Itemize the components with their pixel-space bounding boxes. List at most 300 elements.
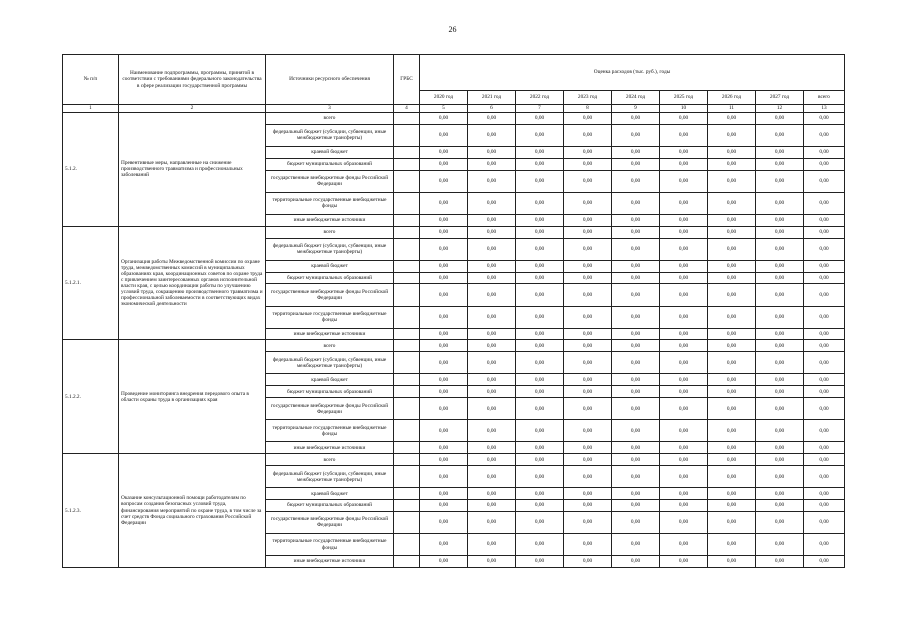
grbs-cell	[394, 146, 420, 158]
value-cell: 0,00	[420, 226, 468, 238]
col-number: 13	[804, 105, 845, 113]
grbs-cell	[394, 398, 420, 420]
value-cell: 0,00	[564, 374, 612, 386]
value-cell: 0,00	[516, 454, 564, 466]
source-label: краевой бюджет	[266, 374, 394, 386]
value-cell: 0,00	[756, 226, 804, 238]
grbs-cell	[394, 284, 420, 306]
value-cell: 0,00	[468, 113, 516, 125]
value-cell: 0,00	[468, 192, 516, 214]
source-label: иные внебюджетные источники	[266, 328, 394, 340]
value-cell: 0,00	[612, 146, 660, 158]
grbs-cell	[394, 466, 420, 488]
value-cell: 0,00	[804, 533, 845, 555]
value-cell: 0,00	[468, 466, 516, 488]
grbs-cell	[394, 272, 420, 284]
value-cell: 0,00	[660, 272, 708, 284]
value-cell: 0,00	[756, 533, 804, 555]
value-cell: 0,00	[804, 306, 845, 328]
source-label: бюджет муниципальных образований	[266, 272, 394, 284]
value-cell: 0,00	[660, 420, 708, 442]
value-cell: 0,00	[516, 533, 564, 555]
col-number: 4	[394, 105, 420, 113]
value-cell: 0,00	[420, 146, 468, 158]
value-cell: 0,00	[708, 398, 756, 420]
value-cell: 0,00	[756, 466, 804, 488]
value-cell: 0,00	[564, 466, 612, 488]
grbs-cell	[394, 488, 420, 500]
grbs-cell	[394, 352, 420, 374]
value-cell: 0,00	[564, 328, 612, 340]
value-cell: 0,00	[804, 158, 845, 170]
grbs-cell	[394, 533, 420, 555]
header-year: 2023 год	[564, 91, 612, 105]
grbs-cell	[394, 420, 420, 442]
table-row	[63, 226, 845, 238]
value-cell: 0,00	[612, 284, 660, 306]
table-row	[63, 113, 845, 125]
value-cell: 0,00	[756, 192, 804, 214]
value-cell: 0,00	[708, 556, 756, 568]
value-cell: 0,00	[708, 146, 756, 158]
source-label: территориальные государственные внебюджетные фонды	[266, 420, 394, 442]
source-label: всего	[266, 226, 394, 238]
value-cell: 0,00	[660, 226, 708, 238]
grbs-cell	[394, 500, 420, 512]
value-cell: 0,00	[564, 306, 612, 328]
value-cell: 0,00	[804, 272, 845, 284]
value-cell: 0,00	[516, 398, 564, 420]
value-cell: 0,00	[660, 260, 708, 272]
value-cell: 0,00	[612, 386, 660, 398]
value-cell: 0,00	[468, 272, 516, 284]
value-cell: 0,00	[756, 284, 804, 306]
header-year: 2024 год	[612, 91, 660, 105]
col-number: 11	[708, 105, 756, 113]
value-cell: 0,00	[660, 488, 708, 500]
source-label: краевой бюджет	[266, 260, 394, 272]
value-cell: 0,00	[708, 352, 756, 374]
value-cell: 0,00	[708, 214, 756, 226]
col-number: 5	[420, 105, 468, 113]
value-cell: 0,00	[612, 420, 660, 442]
value-cell: 0,00	[468, 488, 516, 500]
col-number: 8	[564, 105, 612, 113]
value-cell: 0,00	[612, 488, 660, 500]
value-cell: 0,00	[708, 511, 756, 533]
value-cell: 0,00	[708, 500, 756, 512]
value-cell: 0,00	[468, 226, 516, 238]
value-cell: 0,00	[756, 260, 804, 272]
value-cell: 0,00	[516, 386, 564, 398]
value-cell: 0,00	[708, 192, 756, 214]
value-cell: 0,00	[420, 340, 468, 352]
value-cell: 0,00	[708, 442, 756, 454]
source-label: федеральный бюджет (субсидии, субвенции, иные межбюджетные трансферты)	[266, 238, 394, 260]
grbs-cell	[394, 454, 420, 466]
value-cell: 0,00	[516, 306, 564, 328]
value-cell: 0,00	[660, 238, 708, 260]
value-cell: 0,00	[804, 113, 845, 125]
value-cell: 0,00	[420, 374, 468, 386]
value-cell: 0,00	[756, 124, 804, 146]
value-cell: 0,00	[612, 328, 660, 340]
value-cell: 0,00	[804, 488, 845, 500]
value-cell: 0,00	[660, 146, 708, 158]
value-cell: 0,00	[612, 238, 660, 260]
value-cell: 0,00	[756, 272, 804, 284]
value-cell: 0,00	[708, 420, 756, 442]
source-label: всего	[266, 113, 394, 125]
header-name: Наименование подпрограммы, программы, принятой в соответствии с требованиями федерального законодательства в сфере реализации государственной программы	[119, 55, 266, 105]
value-cell: 0,00	[660, 466, 708, 488]
value-cell: 0,00	[420, 192, 468, 214]
value-cell: 0,00	[612, 260, 660, 272]
header-year: 2027 год	[756, 91, 804, 105]
source-label: территориальные государственные внебюджетные фонды	[266, 192, 394, 214]
value-cell: 0,00	[564, 500, 612, 512]
value-cell: 0,00	[804, 238, 845, 260]
value-cell: 0,00	[756, 442, 804, 454]
value-cell: 0,00	[468, 328, 516, 340]
header-estimate: Оценка расходов (тыс. руб.), годы	[420, 55, 845, 91]
value-cell: 0,00	[468, 442, 516, 454]
grbs-cell	[394, 386, 420, 398]
value-cell: 0,00	[516, 238, 564, 260]
value-cell: 0,00	[420, 533, 468, 555]
row-name: Проведение мониторинга внедрения передового опыта в области охраны труда в организациях края	[119, 340, 266, 454]
value-cell: 0,00	[612, 170, 660, 192]
value-cell: 0,00	[516, 158, 564, 170]
value-cell: 0,00	[612, 511, 660, 533]
grbs-cell	[394, 214, 420, 226]
value-cell: 0,00	[516, 500, 564, 512]
value-cell: 0,00	[564, 146, 612, 158]
value-cell: 0,00	[660, 533, 708, 555]
value-cell: 0,00	[660, 454, 708, 466]
value-cell: 0,00	[708, 328, 756, 340]
grbs-cell	[394, 113, 420, 125]
value-cell: 0,00	[564, 158, 612, 170]
value-cell: 0,00	[756, 374, 804, 386]
col-number: 7	[516, 105, 564, 113]
row-code: 5.1.2.	[63, 113, 119, 227]
value-cell: 0,00	[468, 238, 516, 260]
source-label: всего	[266, 454, 394, 466]
value-cell: 0,00	[516, 113, 564, 125]
source-label: бюджет муниципальных образований	[266, 158, 394, 170]
value-cell: 0,00	[660, 284, 708, 306]
value-cell: 0,00	[756, 420, 804, 442]
value-cell: 0,00	[612, 113, 660, 125]
value-cell: 0,00	[420, 306, 468, 328]
value-cell: 0,00	[468, 124, 516, 146]
value-cell: 0,00	[516, 146, 564, 158]
value-cell: 0,00	[660, 352, 708, 374]
value-cell: 0,00	[804, 284, 845, 306]
grbs-cell	[394, 226, 420, 238]
value-cell: 0,00	[756, 328, 804, 340]
value-cell: 0,00	[612, 454, 660, 466]
value-cell: 0,00	[516, 124, 564, 146]
source-label: иные внебюджетные источники	[266, 214, 394, 226]
value-cell: 0,00	[420, 556, 468, 568]
value-cell: 0,00	[708, 158, 756, 170]
col-number: 6	[468, 105, 516, 113]
source-label: федеральный бюджет (субсидии, субвенции, иные межбюджетные трансферты)	[266, 466, 394, 488]
value-cell: 0,00	[708, 284, 756, 306]
value-cell: 0,00	[612, 556, 660, 568]
value-cell: 0,00	[564, 226, 612, 238]
value-cell: 0,00	[516, 488, 564, 500]
value-cell: 0,00	[564, 454, 612, 466]
value-cell: 0,00	[804, 226, 845, 238]
row-name: Организация работы Межведомственной комиссии по охране труда, межведомственных комиссий в муниципальных образованиях края, координационных советов по охране труда с привлечением заинтересованных органов исполнительной власти края, с целью координации работы по улучшению условий труда, сокращению производственного травматизма и профессиональной заболеваемости в соответствующих видах экономической деятельности	[119, 226, 266, 340]
col-number: 1	[63, 105, 119, 113]
value-cell: 0,00	[420, 328, 468, 340]
row-code: 5.1.2.1.	[63, 226, 119, 340]
value-cell: 0,00	[564, 511, 612, 533]
value-cell: 0,00	[612, 226, 660, 238]
value-cell: 0,00	[708, 226, 756, 238]
value-cell: 0,00	[756, 511, 804, 533]
value-cell: 0,00	[660, 170, 708, 192]
value-cell: 0,00	[756, 352, 804, 374]
value-cell: 0,00	[420, 398, 468, 420]
value-cell: 0,00	[612, 306, 660, 328]
value-cell: 0,00	[564, 420, 612, 442]
value-cell: 0,00	[564, 556, 612, 568]
col-number: 2	[119, 105, 266, 113]
value-cell: 0,00	[660, 398, 708, 420]
value-cell: 0,00	[564, 238, 612, 260]
grbs-cell	[394, 556, 420, 568]
value-cell: 0,00	[660, 340, 708, 352]
source-label: государственные внебюджетные фонды Российской Федерации	[266, 511, 394, 533]
value-cell: 0,00	[516, 352, 564, 374]
value-cell: 0,00	[804, 146, 845, 158]
value-cell: 0,00	[708, 488, 756, 500]
value-cell: 0,00	[420, 214, 468, 226]
grbs-cell	[394, 170, 420, 192]
value-cell: 0,00	[516, 284, 564, 306]
value-cell: 0,00	[612, 398, 660, 420]
header-year: 2022 год	[516, 91, 564, 105]
source-label: иные внебюджетные источники	[266, 442, 394, 454]
value-cell: 0,00	[612, 124, 660, 146]
value-cell: 0,00	[420, 466, 468, 488]
value-cell: 0,00	[420, 113, 468, 125]
grbs-cell	[394, 192, 420, 214]
value-cell: 0,00	[420, 272, 468, 284]
value-cell: 0,00	[420, 284, 468, 306]
value-cell: 0,00	[708, 170, 756, 192]
value-cell: 0,00	[468, 352, 516, 374]
value-cell: 0,00	[660, 500, 708, 512]
value-cell: 0,00	[756, 340, 804, 352]
table-row	[63, 340, 845, 352]
value-cell: 0,00	[516, 340, 564, 352]
value-cell: 0,00	[468, 511, 516, 533]
value-cell: 0,00	[564, 272, 612, 284]
value-cell: 0,00	[804, 340, 845, 352]
value-cell: 0,00	[564, 113, 612, 125]
value-cell: 0,00	[516, 214, 564, 226]
value-cell: 0,00	[612, 192, 660, 214]
header-year: 2025 год	[660, 91, 708, 105]
value-cell: 0,00	[708, 113, 756, 125]
header-year: 2020 год	[420, 91, 468, 105]
value-cell: 0,00	[468, 420, 516, 442]
value-cell: 0,00	[804, 260, 845, 272]
value-cell: 0,00	[756, 454, 804, 466]
value-cell: 0,00	[660, 386, 708, 398]
value-cell: 0,00	[564, 442, 612, 454]
value-cell: 0,00	[516, 420, 564, 442]
value-cell: 0,00	[804, 328, 845, 340]
col-number: 3	[266, 105, 394, 113]
col-number: 10	[660, 105, 708, 113]
header-total: всего	[804, 91, 845, 105]
row-code: 5.1.2.3.	[63, 454, 119, 568]
grbs-cell	[394, 306, 420, 328]
grbs-cell	[394, 260, 420, 272]
page-number: 26	[448, 25, 457, 34]
value-cell: 0,00	[516, 260, 564, 272]
value-cell: 0,00	[804, 192, 845, 214]
value-cell: 0,00	[468, 214, 516, 226]
value-cell: 0,00	[420, 454, 468, 466]
col-number: 12	[756, 105, 804, 113]
source-label: федеральный бюджет (субсидии, субвенции, иные межбюджетные трансферты)	[266, 124, 394, 146]
value-cell: 0,00	[708, 454, 756, 466]
value-cell: 0,00	[660, 442, 708, 454]
value-cell: 0,00	[756, 386, 804, 398]
value-cell: 0,00	[708, 466, 756, 488]
value-cell: 0,00	[756, 158, 804, 170]
value-cell: 0,00	[804, 398, 845, 420]
value-cell: 0,00	[516, 170, 564, 192]
value-cell: 0,00	[468, 386, 516, 398]
value-cell: 0,00	[468, 374, 516, 386]
grbs-cell	[394, 374, 420, 386]
value-cell: 0,00	[756, 488, 804, 500]
source-label: государственные внебюджетные фонды Российской Федерации	[266, 398, 394, 420]
value-cell: 0,00	[612, 533, 660, 555]
value-cell: 0,00	[564, 192, 612, 214]
header-year: 2021 год	[468, 91, 516, 105]
value-cell: 0,00	[468, 284, 516, 306]
value-cell: 0,00	[564, 533, 612, 555]
value-cell: 0,00	[420, 500, 468, 512]
value-cell: 0,00	[420, 386, 468, 398]
source-label: государственные внебюджетные фонды Российской Федерации	[266, 170, 394, 192]
value-cell: 0,00	[660, 306, 708, 328]
value-cell: 0,00	[564, 340, 612, 352]
value-cell: 0,00	[708, 533, 756, 555]
header-num: № п/п	[63, 55, 119, 105]
value-cell: 0,00	[420, 260, 468, 272]
value-cell: 0,00	[420, 158, 468, 170]
value-cell: 0,00	[708, 238, 756, 260]
value-cell: 0,00	[612, 214, 660, 226]
value-cell: 0,00	[612, 158, 660, 170]
value-cell: 0,00	[564, 284, 612, 306]
value-cell: 0,00	[564, 124, 612, 146]
value-cell: 0,00	[516, 272, 564, 284]
value-cell: 0,00	[804, 214, 845, 226]
value-cell: 0,00	[804, 386, 845, 398]
grbs-cell	[394, 158, 420, 170]
value-cell: 0,00	[468, 500, 516, 512]
source-label: краевой бюджет	[266, 488, 394, 500]
value-cell: 0,00	[564, 170, 612, 192]
value-cell: 0,00	[516, 328, 564, 340]
value-cell: 0,00	[708, 374, 756, 386]
value-cell: 0,00	[804, 170, 845, 192]
value-cell: 0,00	[660, 328, 708, 340]
source-label: государственные внебюджетные фонды Российской Федерации	[266, 284, 394, 306]
value-cell: 0,00	[612, 442, 660, 454]
value-cell: 0,00	[708, 124, 756, 146]
value-cell: 0,00	[612, 272, 660, 284]
value-cell: 0,00	[804, 466, 845, 488]
value-cell: 0,00	[660, 124, 708, 146]
source-label: территориальные государственные внебюджетные фонды	[266, 306, 394, 328]
value-cell: 0,00	[660, 214, 708, 226]
value-cell: 0,00	[804, 124, 845, 146]
value-cell: 0,00	[564, 214, 612, 226]
value-cell: 0,00	[804, 511, 845, 533]
value-cell: 0,00	[564, 352, 612, 374]
value-cell: 0,00	[804, 442, 845, 454]
value-cell: 0,00	[660, 113, 708, 125]
grbs-cell	[394, 328, 420, 340]
value-cell: 0,00	[420, 442, 468, 454]
value-cell: 0,00	[468, 398, 516, 420]
value-cell: 0,00	[468, 260, 516, 272]
value-cell: 0,00	[804, 374, 845, 386]
value-cell: 0,00	[804, 556, 845, 568]
value-cell: 0,00	[756, 500, 804, 512]
grbs-cell	[394, 124, 420, 146]
value-cell: 0,00	[612, 352, 660, 374]
source-label: всего	[266, 340, 394, 352]
value-cell: 0,00	[660, 192, 708, 214]
value-cell: 0,00	[756, 398, 804, 420]
value-cell: 0,00	[516, 374, 564, 386]
grbs-cell	[394, 442, 420, 454]
value-cell: 0,00	[756, 238, 804, 260]
grbs-cell	[394, 511, 420, 533]
header-source: Источники ресурсного обеспечения	[266, 55, 394, 105]
value-cell: 0,00	[708, 306, 756, 328]
value-cell: 0,00	[468, 158, 516, 170]
value-cell: 0,00	[708, 260, 756, 272]
value-cell: 0,00	[420, 352, 468, 374]
value-cell: 0,00	[708, 340, 756, 352]
value-cell: 0,00	[420, 170, 468, 192]
source-label: федеральный бюджет (субсидии, субвенции, иные межбюджетные трансферты)	[266, 352, 394, 374]
value-cell: 0,00	[468, 146, 516, 158]
value-cell: 0,00	[804, 352, 845, 374]
value-cell: 0,00	[516, 442, 564, 454]
value-cell: 0,00	[612, 466, 660, 488]
value-cell: 0,00	[564, 386, 612, 398]
value-cell: 0,00	[420, 238, 468, 260]
value-cell: 0,00	[804, 454, 845, 466]
value-cell: 0,00	[756, 113, 804, 125]
